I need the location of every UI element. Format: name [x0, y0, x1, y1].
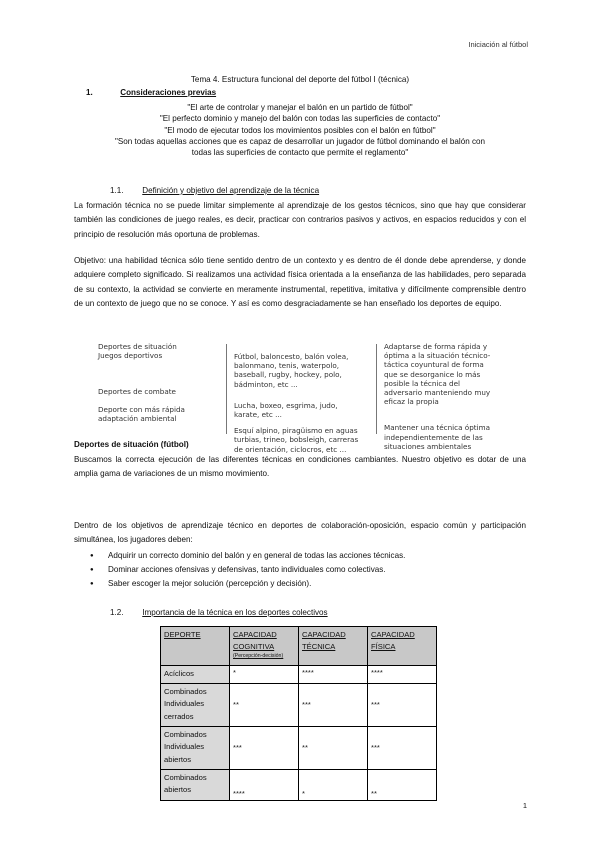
page-number: 1	[522, 801, 527, 810]
subsection-heading-1-1	[110, 186, 319, 195]
table-row	[161, 769, 437, 800]
table-cell: ***	[230, 726, 299, 769]
table-row	[161, 683, 437, 726]
table-cell: *	[299, 769, 368, 800]
section-label: Consideraciones previas	[120, 88, 217, 97]
table-row	[161, 726, 437, 769]
table-cell: adversario manteniendo muy	[384, 388, 491, 398]
subsection-number: 1.1.	[110, 186, 124, 195]
paragraph-situation: Buscamos la correcta ejecución de las diferentes técnicas en condiciones cambiantes. Nuestro objetivo es dotar de una amplia gama de variaciones de un mismo movimiento.	[74, 455, 526, 479]
table-cell: posible la técnica del	[384, 378, 461, 388]
table-cell: Deportes de situación	[98, 342, 177, 351]
quote-line: todas las superficies de contacto que permite el reglamento"	[191, 148, 409, 158]
page-title: Tema 4. Estructura funcional del deporte del fútbol I (técnica)	[190, 75, 410, 84]
examples-column	[234, 352, 358, 454]
list-item: ● Dominar acciones ofensivas y defensivas, tanto individuales como colectivas.	[74, 563, 405, 577]
row-label: Combinados Individuales cerrados	[161, 683, 230, 726]
table-cell: situaciones ambientales	[384, 441, 472, 451]
header-text: CAPACIDAD COGNITIVA	[233, 630, 277, 651]
importance-table	[160, 626, 437, 801]
table-cell: **	[368, 769, 437, 800]
table-cell: ****	[299, 666, 368, 684]
paragraph-learning-objectives: Dentro de los objetivos de aprendizaje técnico en deportes de colaboración-oposición, espacio común y participación simultánea, los jugadores deben:	[74, 521, 526, 545]
table-cell: que se desorganice lo más	[384, 369, 481, 379]
table-cell: ***	[368, 726, 437, 769]
situation-sports-heading: Deportes de situación (fútbol)	[74, 440, 189, 449]
subsection-label: Definición y objetivo del aprendizaje de la técnica	[142, 186, 320, 195]
header-cell: DEPORTE	[161, 627, 230, 666]
section-heading	[86, 87, 216, 98]
table-cell: Fútbol, baloncesto, balón volea,	[234, 352, 349, 361]
header-cell: CAPACIDAD TÉCNICA	[299, 627, 368, 666]
table-cell: Mantener una técnica óptima	[384, 423, 490, 433]
table-cell: Juegos deportivos	[98, 351, 163, 361]
header-cell: CAPACIDAD FÍSICA	[368, 627, 437, 666]
table-cell: *	[230, 666, 299, 684]
table-cell: ****	[368, 666, 437, 684]
header-cell	[230, 627, 299, 666]
running-header: Iniciación al fútbol	[468, 40, 528, 49]
list-item: ● Adquirir un correcto dominio del balón y en general de todas las acciones técnicas.	[74, 549, 405, 563]
paragraph-objective: Objetivo: una habilidad técnica sólo tiene sentido dentro de un contexto y es dentro de él donde debe aprenderse, y donde adquiere completo significado. Si realizamos una actividad física orientada a la enseñanza de las habilidades, pero separada de su contexto, la actividad se convierte en meramente instrumental, repetitiva, imitativa y difícilmente comprensible dentro de un contexto de juego que no se conoce. Y así es como desgraciadamente se han enseñado los deportes de equipo.	[74, 256, 526, 309]
table-cell: Adaptarse de forma rápida y	[384, 342, 488, 351]
column-divider	[226, 344, 227, 434]
objectives-column	[384, 342, 490, 451]
table-cell: óptima a la situación técnico-	[384, 351, 491, 361]
objectives-list	[74, 549, 405, 591]
section-number: 1.	[86, 88, 93, 97]
column-divider	[376, 344, 377, 434]
table-cell: ***	[368, 683, 437, 726]
paragraph-formation: La formación técnica no se puede limitar simplemente al aprendizaje de los gestos técnicos, sino que hay que considerar también las condiciones de juego reales, es decir, practicar con contrarios pasivos y activos, en espacios reducidos y con el principio de resolución más oportuna de problemas.	[74, 201, 526, 239]
table-cell: karate, etc ...	[234, 410, 282, 420]
subsection-label: Importancia de la técnica en los deportes colectivos	[142, 608, 328, 617]
subsection-heading-1-2	[110, 608, 328, 617]
table-cell: ****	[230, 769, 299, 800]
table-cell: turbias, trineo, bobsleigh, carreras	[234, 435, 359, 445]
table-row	[161, 666, 437, 684]
table-cell: bádminton, etc ...	[234, 379, 298, 389]
table-cell: ***	[299, 683, 368, 726]
definition-quotes	[70, 102, 530, 158]
quote-line: "El arte de controlar y manejar el balón en un partido de fútbol"	[187, 103, 413, 112]
list-item: ● Saber escoger la mejor solución (percepción y decisión).	[74, 577, 405, 591]
subsection-number: 1.2.	[110, 608, 124, 617]
table-cell: balonmano, tenis, waterpolo,	[234, 361, 340, 371]
table-cell: **	[299, 726, 368, 769]
table-cell: de orientación, ciclocros, etc ...	[234, 444, 347, 454]
row-label: Acíclicos	[161, 666, 230, 684]
table-cell: Esquí alpino, piragüismo en aguas	[234, 426, 358, 436]
header-note: (Percepción-decisión)	[233, 653, 284, 659]
quote-line: "El modo de ejecutar todos los movimientos posibles con el balón en fútbol"	[164, 125, 436, 135]
table-cell: Deportes de combate	[98, 387, 176, 397]
row-label: Combinados Individuales abiertos	[161, 726, 230, 769]
table-cell: táctica coyuntural de forma	[384, 360, 484, 370]
table-cell: independientemente de las	[384, 432, 483, 442]
quote-line: "El perfecto dominio y manejo del balón con todas las superficies de contacto"	[159, 114, 441, 124]
table-header-row	[161, 627, 437, 666]
table-cell: Deporte con más rápida	[98, 404, 185, 414]
sport-types-column	[98, 342, 185, 423]
table-cell: eficaz la propia	[384, 397, 439, 407]
table-cell: baseball, rugby, hockey, polo,	[234, 370, 342, 380]
table-cell: **	[230, 683, 299, 726]
quote-line: "Son todas aquellas acciones que es capaz de desarrollar un jugador de fútbol dominando el balón con	[114, 136, 486, 146]
row-label: Combinados abiertos	[161, 769, 230, 800]
table-cell: Lucha, boxeo, esgrima, judo,	[234, 400, 338, 410]
table-cell: adaptación ambiental	[98, 413, 177, 423]
